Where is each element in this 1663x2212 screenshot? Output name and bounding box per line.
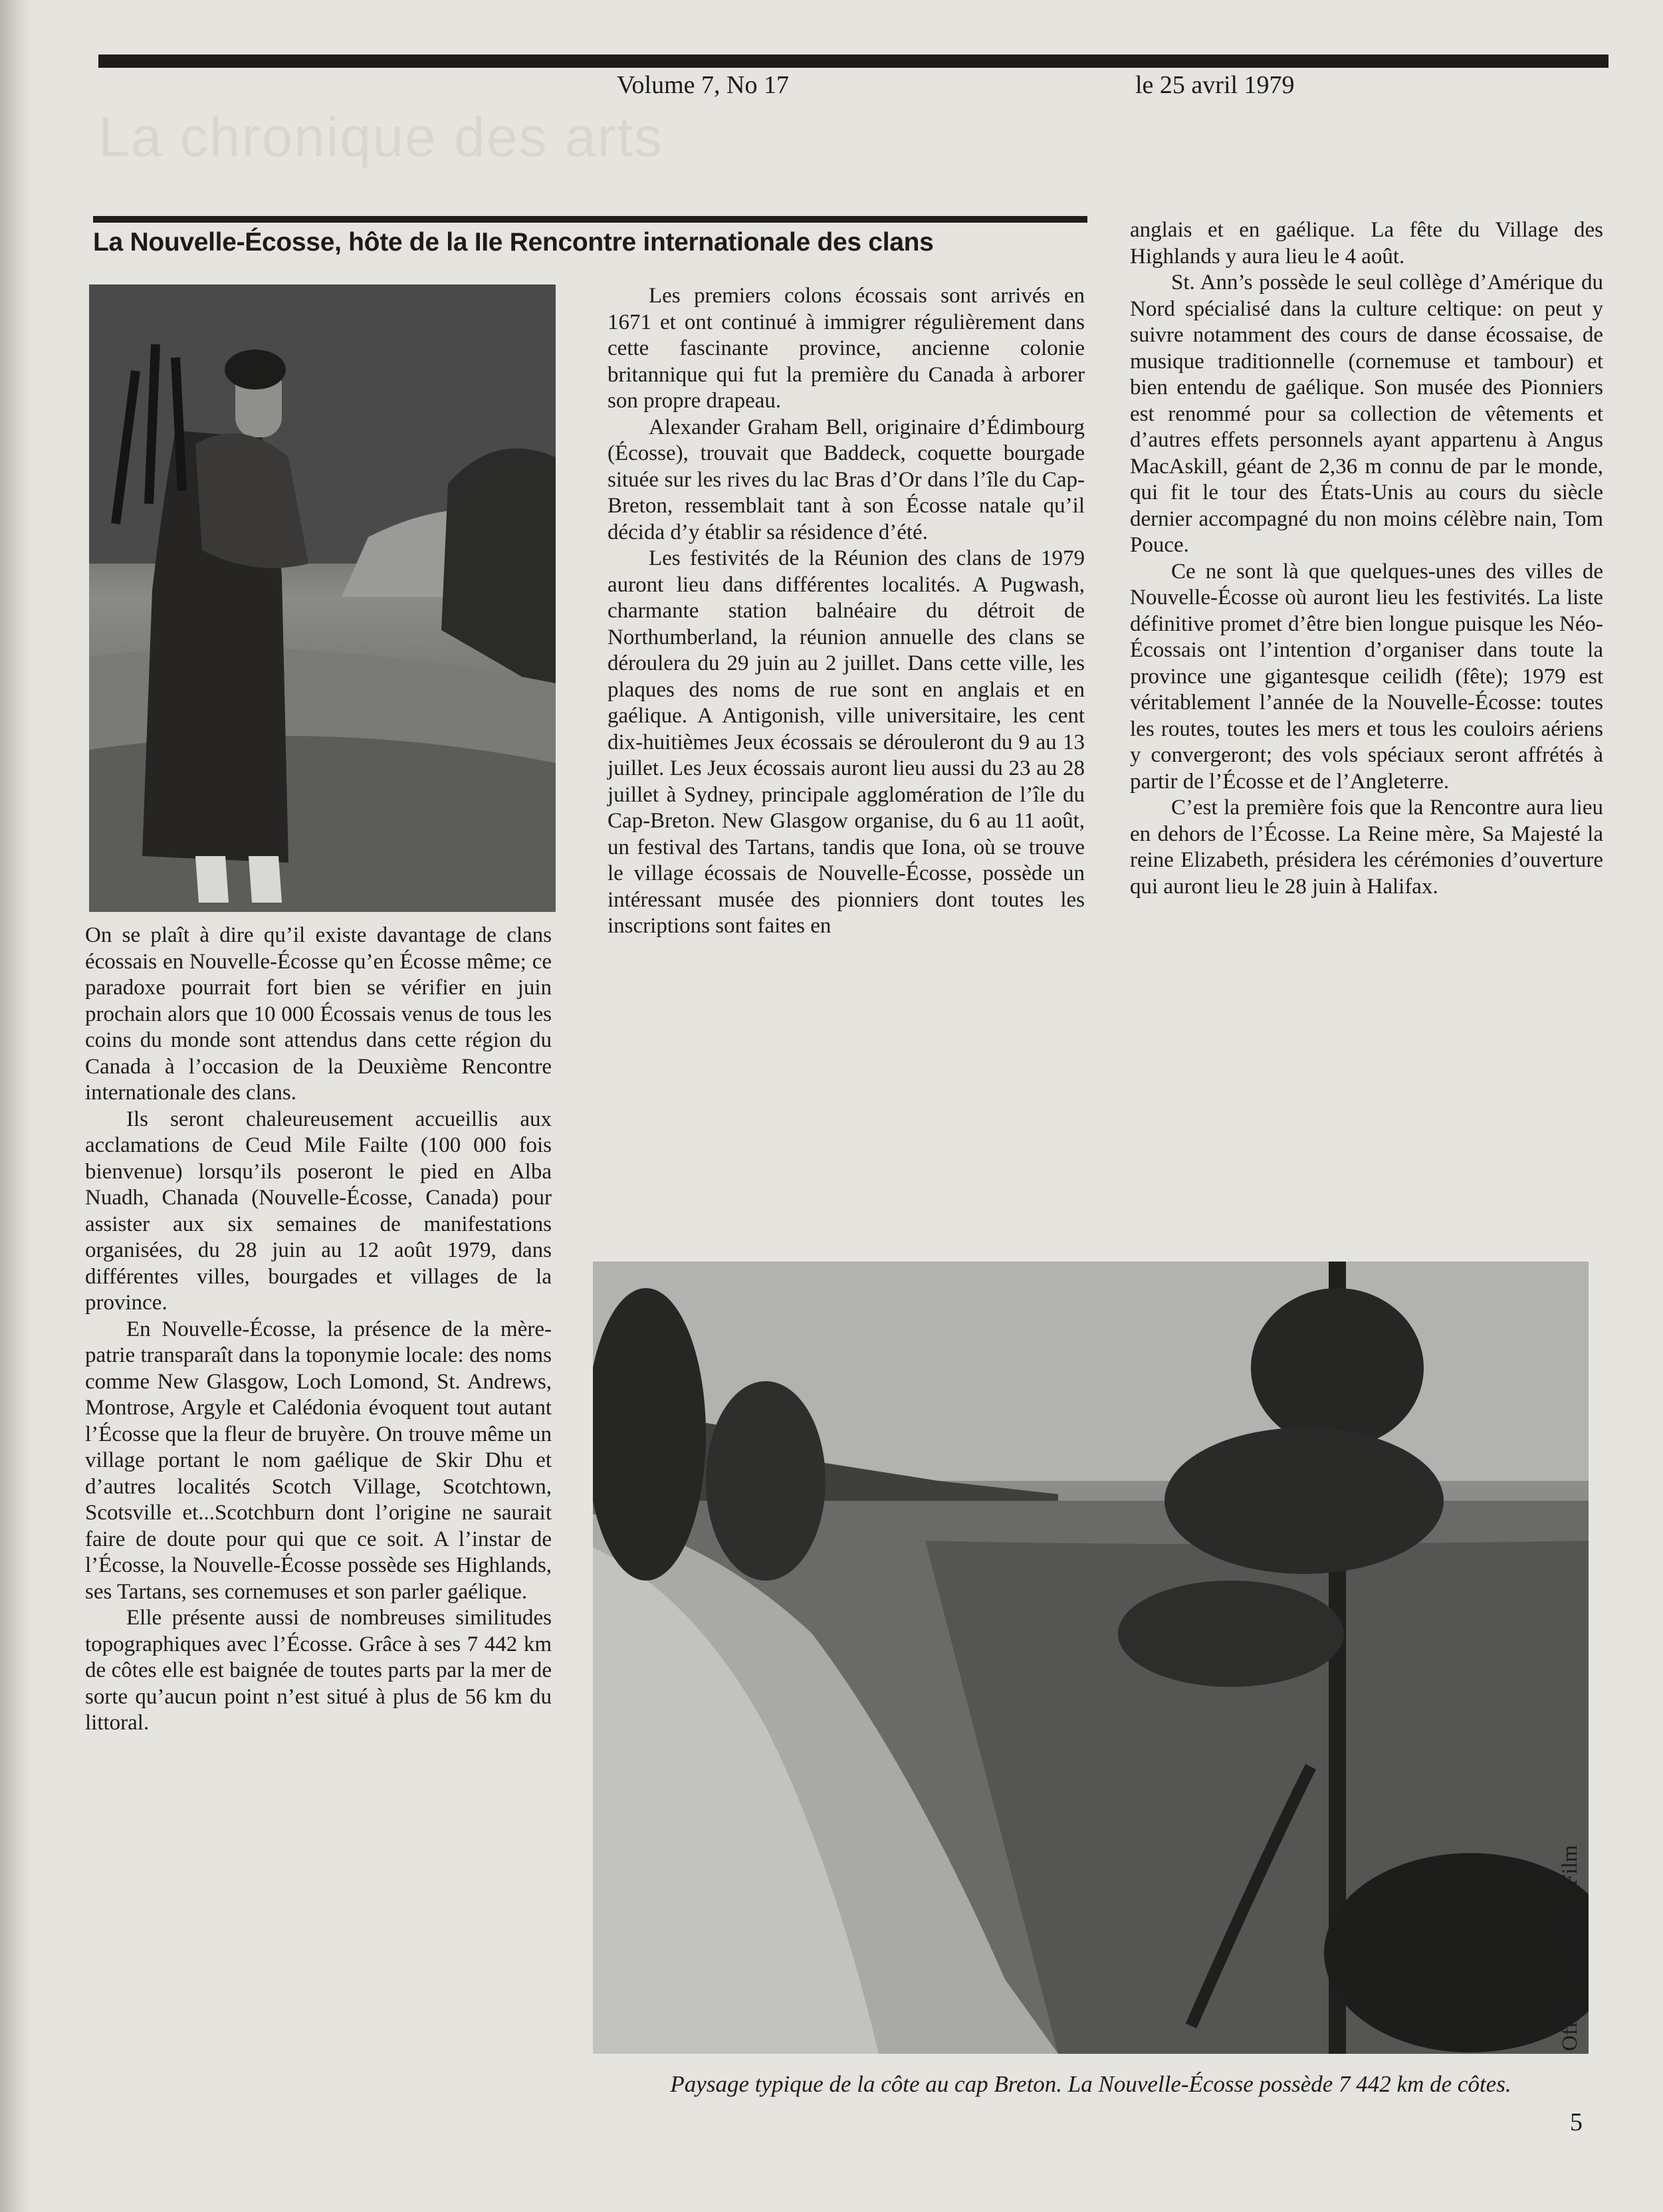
headline-rule bbox=[93, 216, 1087, 223]
photo-credit: Office national du Film bbox=[1558, 1844, 1582, 2051]
article-column-3 bbox=[1130, 217, 1603, 900]
bagpiper-photo bbox=[89, 284, 556, 912]
page-binding-edge bbox=[0, 0, 32, 2212]
paragraph: Elle présente aussi de nombreuses similitudes topographiques avec l’Écosse. Grâce à ses 7 442 km de côtes elle est baignée de toutes parts par la mer de sorte qu’aucun point n’est situé à plus de 56 km du littoral. bbox=[85, 1606, 552, 1735]
article-column-1 bbox=[85, 923, 552, 1737]
coast-landscape-photo bbox=[593, 1262, 1589, 2054]
paragraph: Les festivités de la Réunion des clans de 1979 auront lieu dans différentes localités. A Pugwash, charmante station balnéaire du détroit de Northumberland, la réunion annuelle des clans se déroulera du 29 juin au 2 juillet. Dans cette ville, les plaques des noms de rue sont en anglais et en gaélique. A Antigonish, ville universitaire, les cent dix-huitièmes Jeux écossais se dérouleront du 9 au 13 juillet. Les Jeux écossais auront lieu aussi du 23 au 28 juillet à Sydney, principale agglomération de l’île du Cap-Breton. New Glasgow organise, du 6 au 11 août, un festival des Tartans, tandis que Iona, où se trouve le village écossais de Nouvelle-Écosse, possède un intéressant musée des pionniers dont toutes les inscriptions sont faites en bbox=[608, 546, 1085, 938]
page-number: 5 bbox=[1570, 2108, 1583, 2136]
show-through-title: La chronique des arts bbox=[98, 106, 663, 168]
paragraph: St. Ann’s possède le seul collège d’Amérique du Nord spécialisé dans la culture celtique: on peut y suivre notamment des cours de danse écossaise, de musique traditionnelle (cornemuse et tambour) et bien entendu de gaélique. Son musée des Pionniers est renommé pour sa collection de vêtements et d’autres effets personnels ayant appartenu à Angus MacAskill, géant de 2,36 m connu de par le monde, qui fit le tour des États-Unis au cours du siècle dernier accompagné du non moins célèbre nain, Tom Pouce. bbox=[1130, 271, 1603, 557]
article-headline: La Nouvelle-Écosse, hôte de la IIe Rencontre internationale des clans bbox=[93, 228, 934, 257]
header-rule bbox=[98, 55, 1608, 68]
issue-date: le 25 avril 1979 bbox=[1135, 71, 1295, 99]
paragraph: C’est la première fois que la Rencontre aura lieu en dehors de l’Écosse. La Reine mère, Sa Majesté la reine Elizabeth, présidera les cérémonies d’ouverture qui auront lieu le 28 juin à Halifax. bbox=[1130, 796, 1603, 899]
paragraph: En Nouvelle-Écosse, la présence de la mère-patrie transparaît dans la toponymie locale: des noms comme New Glasgow, Loch Lomond, St. Andrews, Montrose, Argyle et Calédonia évoquent tout autant l’Écosse que la fleur de bruyère. On trouve même un village portant le nom gaélique de Skir Dhu et d’autres localités Scotch Village, Scotchtown, Scotsville et...Scotchburn dont l’origine ne saurait faire de doute pour qui que ce soit. A l’instar de l’Écosse, la Nouvelle-Écosse possède ses Highlands, ses Tartans, ses cornemuses et son parler gaélique. bbox=[85, 1317, 552, 1604]
article-column-2 bbox=[608, 283, 1085, 940]
paragraph: Ils seront chaleureusement accueillis aux acclamations de Ceud Mile Failte (100 000 fois bienvenue) lorsqu’ils poseront le pied en Alba Nuadh, Chanada (Nouvelle-Écosse, Canada) pour assister aux six semaines de manifestations organisées, du 28 juin au 12 août 1979, dans différentes villes, bourgades et villages de la province. bbox=[85, 1107, 552, 1315]
volume-number: Volume 7, No 17 bbox=[617, 71, 789, 99]
paragraph: anglais et en gaélique. La fête du Village des Highlands y aura lieu le 4 août. bbox=[1130, 218, 1603, 269]
paragraph: On se plaît à dire qu’il existe davantage de clans écossais en Nouvelle-Écosse qu’en Écosse même; ce paradoxe pourrait fort bien se vérifier en juin prochain alors que 10 000 Écossais venus de tous les coins du monde sont attendus dans cette région du Canada à l’occasion de la Deuxième Rencontre internationale des clans. bbox=[85, 923, 552, 1105]
paragraph: Ce ne sont là que quelques-unes des villes de Nouvelle-Écosse où auront lieu les festivités. La liste définitive promet d’être bien longue puisque les Néo-Écossais ont l’intention d’organiser dans toute la province une gigantesque ceilidh (fête); 1979 est véritablement l’année de la Nouvelle-Écosse: toutes les routes, toutes les mers et tous les couloirs aériens y convergeront; des vols spéciaux seront affrétés à partir de l’Écosse et de l’Angleterre. bbox=[1130, 559, 1603, 794]
paragraph: Les premiers colons écossais sont arrivés en 1671 et ont continué à immigrer régulièrement dans cette fascinante province, ancienne colonie britannique qui fut la première du Canada à arborer son propre drapeau. bbox=[608, 284, 1085, 413]
photo-caption: Paysage typique de la côte au cap Breton. La Nouvelle-Écosse possède 7 442 km de côtes. bbox=[670, 2071, 1511, 2097]
paragraph: Alexander Graham Bell, originaire d’Édimbourg (Écosse), trouvait que Baddeck, coquette bourgade située sur les rives du lac Bras d’Or dans l’île du Cap-Breton, ressemblait tant à son Écosse natale qu’il décida d’y établir sa résidence d’été. bbox=[608, 415, 1085, 544]
